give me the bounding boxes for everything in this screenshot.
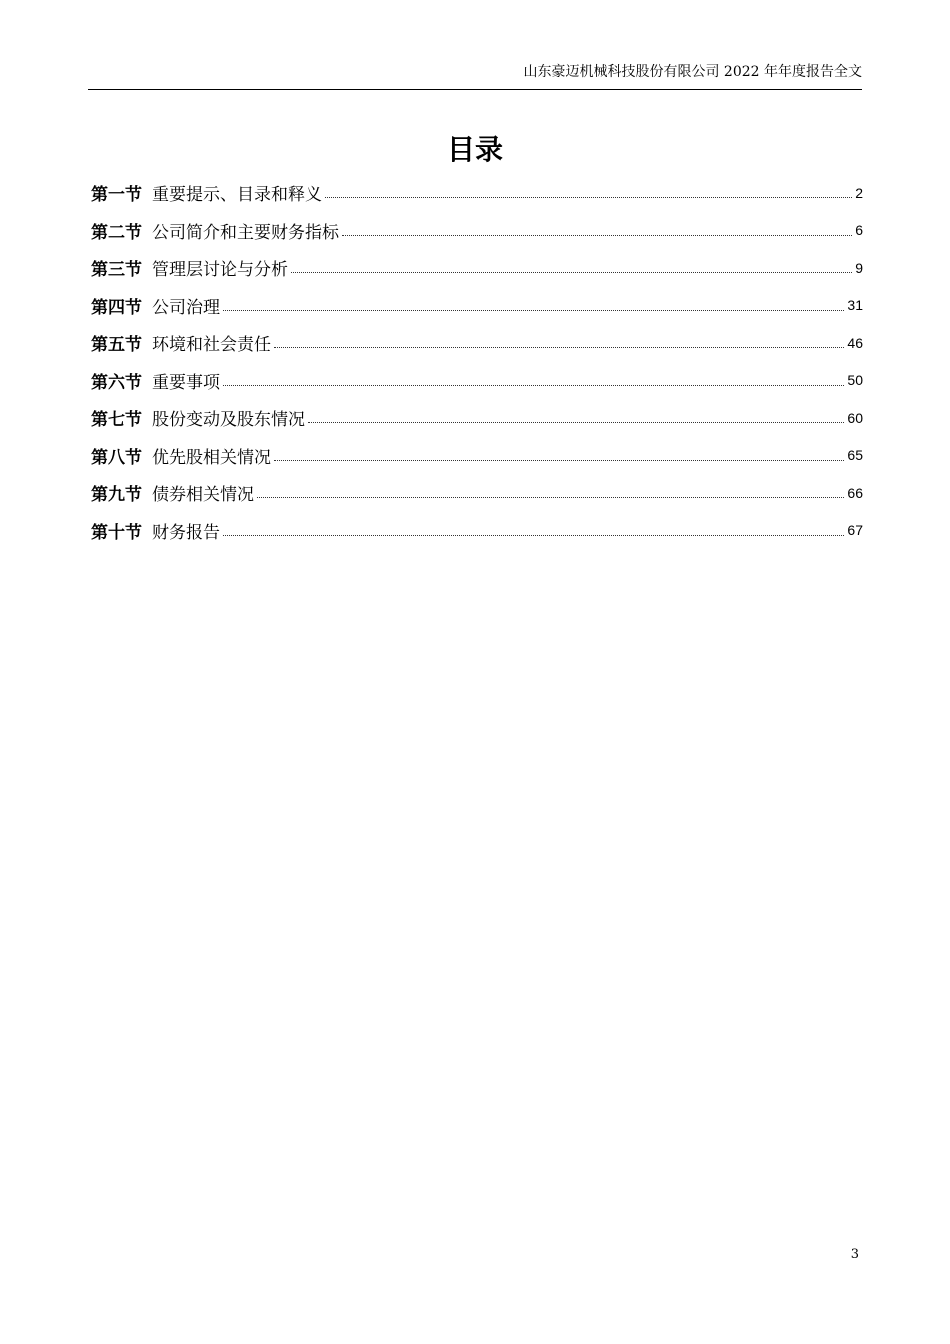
toc-section-title: 管理层讨论与分析: [152, 260, 288, 281]
toc-entry[interactable]: [91, 324, 863, 362]
toc-page-number: 2: [855, 184, 863, 201]
toc-section-title: 环境和社会责任: [152, 335, 271, 356]
page-header: [88, 62, 862, 90]
toc-dot-leader: [325, 197, 852, 198]
toc-section-number: 第三节: [91, 260, 142, 281]
toc-section-number: 第二节: [91, 222, 142, 243]
toc-dot-leader: [223, 535, 844, 536]
toc-section-title: 财务报告: [152, 522, 220, 543]
toc-page-number: 46: [847, 334, 863, 351]
toc-page-number: 9: [855, 259, 863, 276]
toc-page-number: 66: [847, 484, 863, 501]
table-of-contents: [91, 174, 863, 549]
toc-page-number: 50: [847, 372, 863, 389]
toc-entry[interactable]: [91, 399, 863, 437]
toc-section-title: 重要事项: [152, 372, 220, 393]
toc-dot-leader: [274, 460, 844, 461]
toc-section-title: 债券相关情况: [152, 485, 254, 506]
header-text: 山东豪迈机械科技股份有限公司 2022 年年度报告全文: [523, 64, 862, 80]
toc-entry[interactable]: [91, 512, 863, 550]
toc-entry[interactable]: [91, 212, 863, 250]
toc-section-number: 第八节: [91, 447, 142, 468]
toc-section-number: 第七节: [91, 410, 142, 431]
toc-section-title: 重要提示、目录和释义: [152, 185, 322, 206]
toc-section-number: 第五节: [91, 335, 142, 356]
toc-dot-leader: [274, 347, 844, 348]
toc-section-title: 优先股相关情况: [152, 447, 271, 468]
toc-section-number: 第四节: [91, 297, 142, 318]
toc-dot-leader: [223, 385, 844, 386]
toc-entry[interactable]: [91, 249, 863, 287]
toc-entry[interactable]: [91, 174, 863, 212]
page-number: 3: [850, 1247, 859, 1262]
toc-entry[interactable]: [91, 437, 863, 475]
toc-page-number: 6: [855, 222, 863, 239]
toc-dot-leader: [223, 310, 844, 311]
toc-page-number: 31: [847, 297, 863, 314]
toc-section-title: 公司简介和主要财务指标: [152, 222, 339, 243]
toc-section-number: 第九节: [91, 485, 142, 506]
toc-page-number: 60: [847, 409, 863, 426]
toc-entry[interactable]: [91, 474, 863, 512]
toc-dot-leader: [291, 272, 852, 273]
toc-title: 目录: [446, 133, 503, 166]
toc-section-number: 第六节: [91, 372, 142, 393]
toc-entry[interactable]: [91, 362, 863, 400]
toc-entry[interactable]: [91, 287, 863, 325]
toc-section-number: 第十节: [91, 522, 142, 543]
toc-dot-leader: [342, 235, 852, 236]
toc-section-title: 公司治理: [152, 297, 220, 318]
toc-section-title: 股份变动及股东情况: [152, 410, 305, 431]
toc-page-number: 67: [847, 522, 863, 539]
toc-section-number: 第一节: [91, 185, 142, 206]
toc-dot-leader: [257, 497, 844, 498]
toc-page-number: 65: [847, 447, 863, 464]
toc-dot-leader: [308, 422, 844, 423]
